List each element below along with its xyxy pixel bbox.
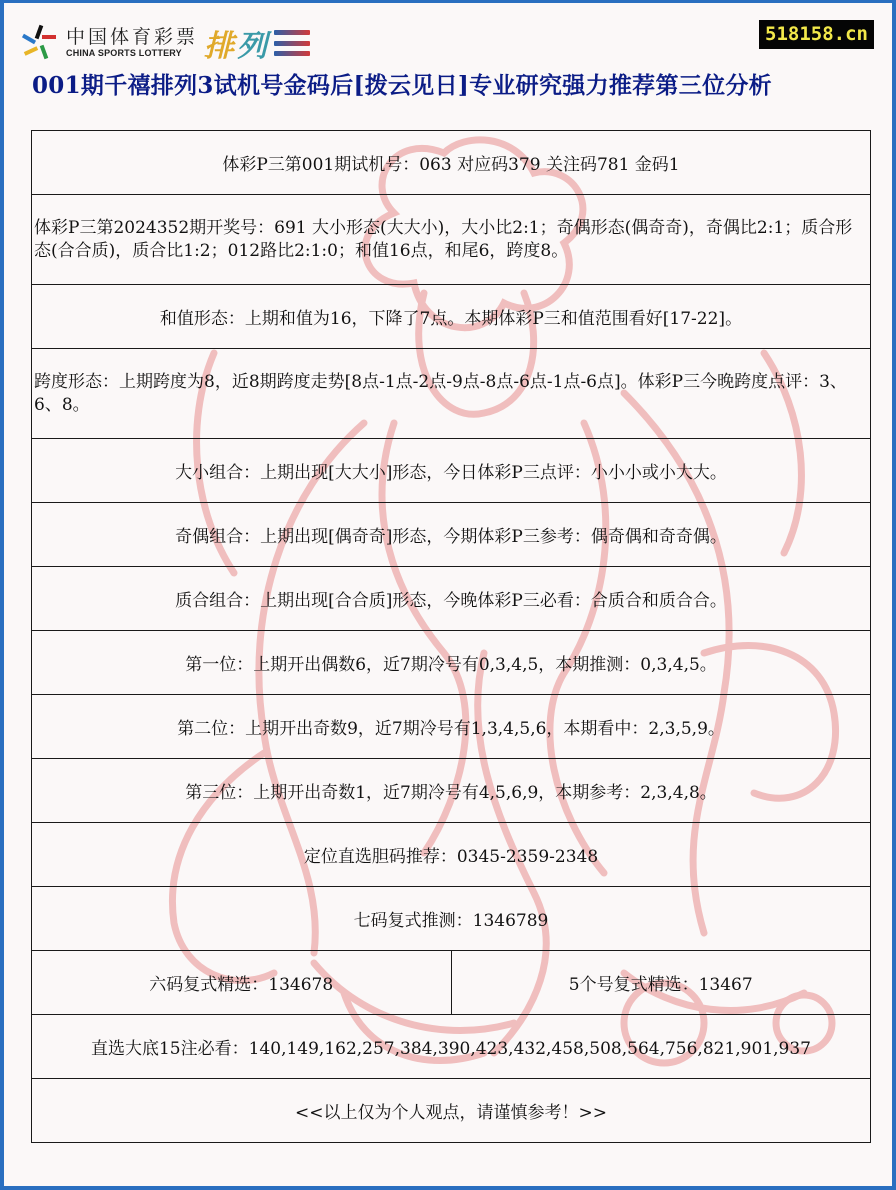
table-row <box>32 759 871 823</box>
china-sports-lottery-logo <box>20 21 310 65</box>
product-three-bars-icon <box>274 30 310 56</box>
product-char-1: 排 <box>204 29 236 64</box>
table-row <box>32 631 871 695</box>
table-row <box>32 567 871 631</box>
table-row <box>32 349 871 439</box>
table-row <box>32 1079 871 1143</box>
table-row <box>32 439 871 503</box>
second-position-cell: 第二位：上期开出奇数9，近7期冷号有1,3,4,5,6，本期看中：2,3,5,9。 <box>32 695 871 759</box>
five-code-cell: 5个号复式精选：13467 <box>451 951 871 1015</box>
table-row <box>32 503 871 567</box>
analysis-table <box>31 130 871 1143</box>
last-draw-cell: 体彩P三第2024352期开奖号：691 大小形态(大大小)，大小比2:1；奇偶形态(偶奇奇)，奇偶比2:1；质合形态(合合质)，质合比1:2；012路比2:1:0；和值16点，和尾6，跨度8。 <box>32 195 871 285</box>
table-row <box>32 285 871 349</box>
table-row <box>32 823 871 887</box>
page-frame <box>4 3 892 1186</box>
logo-english-text: CHINA SPORTS LOTTERY <box>66 48 182 58</box>
table-row <box>32 1015 871 1079</box>
product-char-2: 列 <box>237 29 269 64</box>
third-position-cell: 第三位：上期开出奇数1，近7期冷号有4,5,6,9，本期参考：2,3,4,8。 <box>32 759 871 823</box>
site-domain-badge[interactable]: 518158.cn <box>759 20 874 49</box>
table-row <box>32 131 871 195</box>
logo-chinese-text: 中国体育彩票 <box>66 26 199 48</box>
page-title: 001期千禧排列3试机号金码后[拨云见日]专业研究强力推荐第三位分析 <box>32 72 772 99</box>
trial-number-cell: 体彩P三第001期试机号：063 对应码379 关注码781 金码1 <box>32 131 871 195</box>
pailie3-product-logo <box>204 21 310 65</box>
direct-base-15-cell: 直选大底15注必看：140,149,162,257,384,390,423,432,458,508,564,756,821,901,937 <box>32 1015 871 1079</box>
table-row <box>32 195 871 285</box>
span-pattern-cell: 跨度形态：上期跨度为8，近8期跨度走势[8点-1点-2点-9点-8点-6点-1点-6点]。体彩P三今晚跨度点评：3、6、8。 <box>32 349 871 439</box>
page-header <box>4 3 892 63</box>
lottery-star-logo-icon <box>20 23 60 63</box>
big-small-combo-cell: 大小组合：上期出现[大大小]形态，今日体彩P三点评：小小小或小大大。 <box>32 439 871 503</box>
table-row <box>32 951 871 1015</box>
first-position-cell: 第一位：上期开出偶数6，近7期冷号有0,3,4,5，本期推测：0,3,4,5。 <box>32 631 871 695</box>
table-row <box>32 695 871 759</box>
disclaimer-cell: <<以上仅为个人观点，请谨慎参考！>> <box>32 1079 871 1143</box>
table-row <box>32 887 871 951</box>
seven-code-cell: 七码复式推测：1346789 <box>32 887 871 951</box>
six-code-cell: 六码复式精选：134678 <box>32 951 452 1015</box>
odd-even-combo-cell: 奇偶组合：上期出现[偶奇奇]形态，今期体彩P三参考：偶奇偶和奇奇偶。 <box>32 503 871 567</box>
prime-composite-combo-cell: 质合组合：上期出现[合合质]形态，今晚体彩P三必看：合质合和质合合。 <box>32 567 871 631</box>
sum-pattern-cell: 和值形态：上期和值为16，下降了7点。本期体彩P三和值范围看好[17-22]。 <box>32 285 871 349</box>
positional-core-cell: 定位直选胆码推荐：0345-2359-2348 <box>32 823 871 887</box>
